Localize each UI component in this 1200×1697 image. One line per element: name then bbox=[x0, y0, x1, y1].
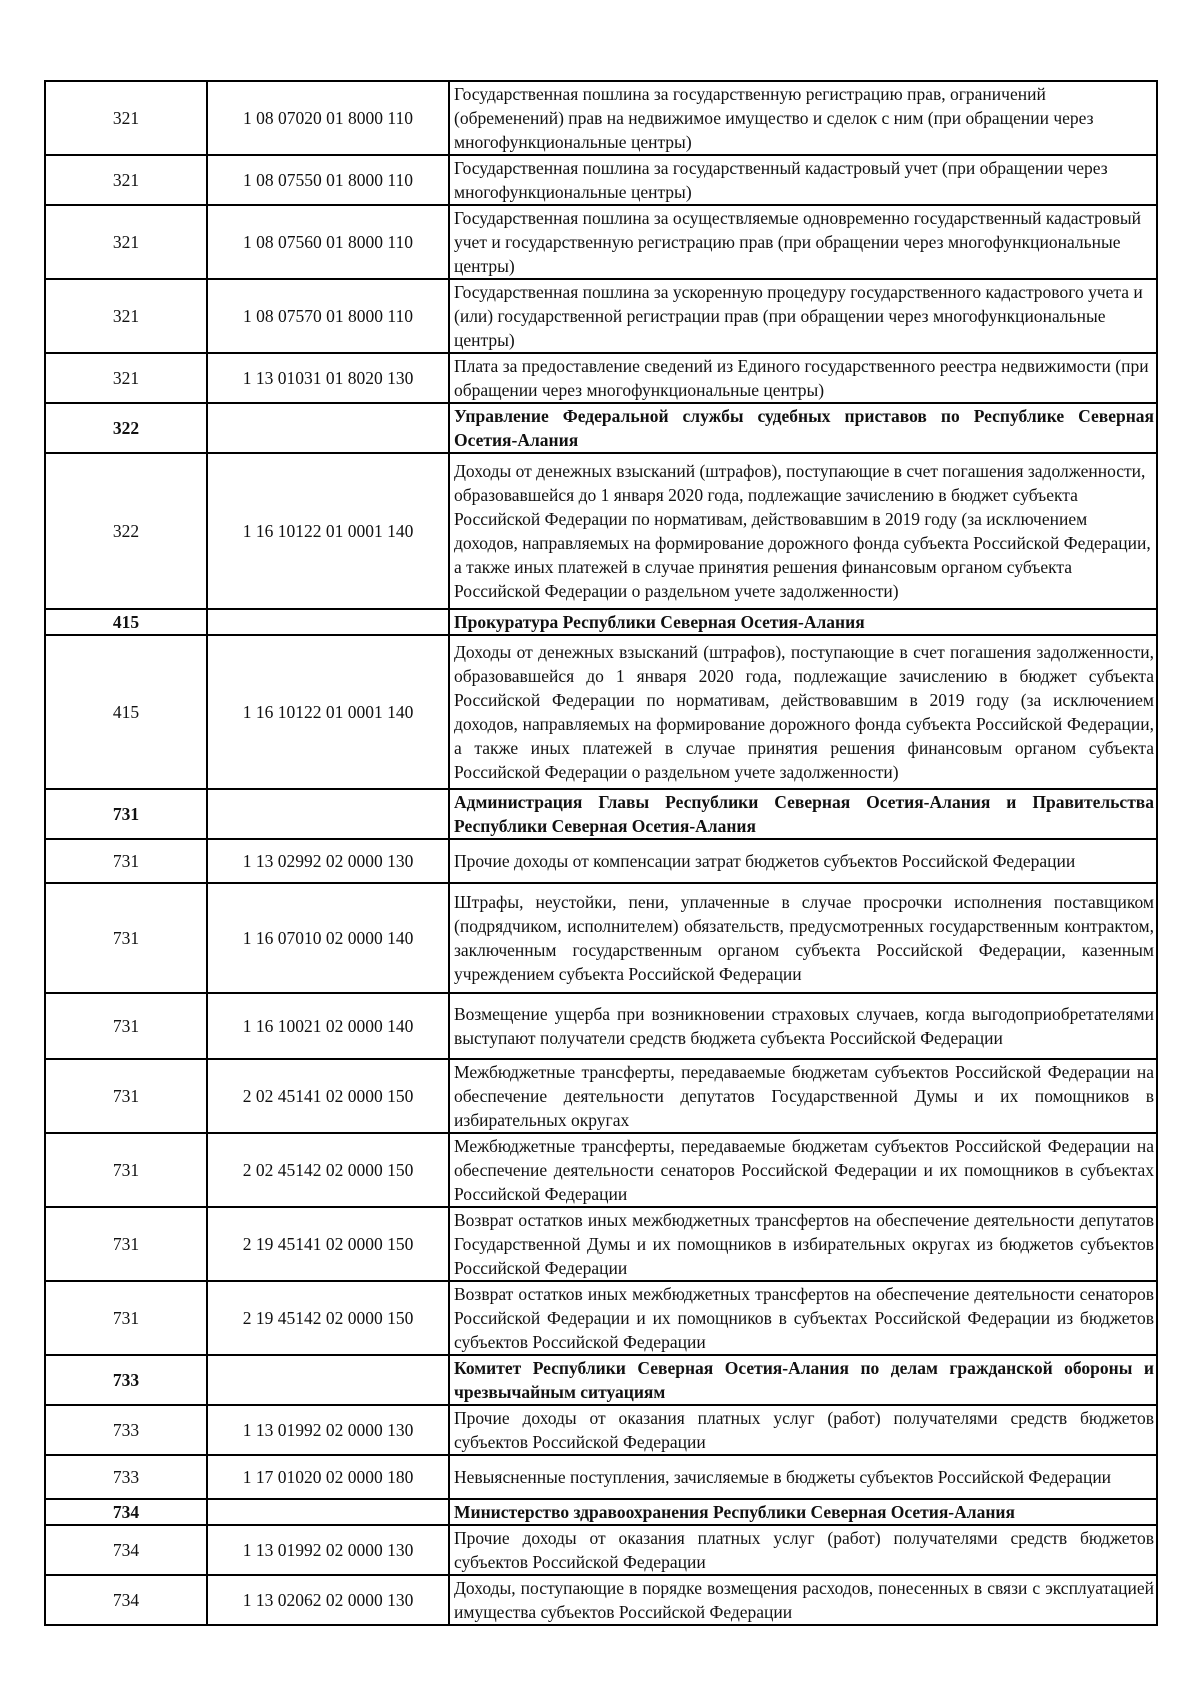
budget-code-cell: 1 13 02062 02 0000 130 bbox=[207, 1575, 449, 1625]
description-cell: Прочие доходы от оказания платных услуг (работ) получателями средств бюджетов субъектов Российской Федерации bbox=[449, 1405, 1157, 1455]
section-header-row bbox=[45, 1355, 1157, 1405]
description-cell: Возврат остатков иных межбюджетных трансфертов на обеспечение деятельности депутатов Государственной Думы и их помощников в избирательных округах из бюджетов субъектов Российской Федерации bbox=[449, 1207, 1157, 1281]
admin-code-cell: 321 bbox=[45, 353, 207, 403]
admin-code-cell: 733 bbox=[45, 1455, 207, 1499]
revenue-codes-table bbox=[44, 80, 1158, 1626]
table-row bbox=[45, 1575, 1157, 1625]
table-body bbox=[45, 81, 1157, 1625]
budget-code-cell: 2 02 45141 02 0000 150 bbox=[207, 1059, 449, 1133]
description-cell: Управление Федеральной службы судебных приставов по Республике Северная Осетия-Алания bbox=[449, 403, 1157, 453]
admin-code-cell: 731 bbox=[45, 789, 207, 839]
admin-code-cell: 734 bbox=[45, 1575, 207, 1625]
admin-code-cell: 731 bbox=[45, 1281, 207, 1355]
admin-code-cell: 731 bbox=[45, 1133, 207, 1207]
budget-code-cell bbox=[207, 609, 449, 635]
budget-code-cell: 2 19 45141 02 0000 150 bbox=[207, 1207, 449, 1281]
table-row bbox=[45, 279, 1157, 353]
admin-code-cell: 734 bbox=[45, 1499, 207, 1525]
description-cell: Комитет Республики Северная Осетия-Алания по делам гражданской обороны и чрезвычайным ситуациям bbox=[449, 1355, 1157, 1405]
description-cell: Прокуратура Республики Северная Осетия-Алания bbox=[449, 609, 1157, 635]
table-row bbox=[45, 1059, 1157, 1133]
table-row bbox=[45, 1405, 1157, 1455]
description-cell: Государственная пошлина за государственный кадастровый учет (при обращении через многофункциональные центры) bbox=[449, 155, 1157, 205]
budget-code-cell: 1 13 01992 02 0000 130 bbox=[207, 1405, 449, 1455]
budget-code-cell: 1 08 07570 01 8000 110 bbox=[207, 279, 449, 353]
description-cell: Штрафы, неустойки, пени, уплаченные в случае просрочки исполнения поставщиком (подрядчиком, исполнителем) обязательств, предусмотренных государственным контрактом, заключенным государственным органом субъекта Российской Федерации, казенным учреждением субъекта Российской Федерации bbox=[449, 883, 1157, 993]
budget-code-cell: 1 16 10122 01 0001 140 bbox=[207, 453, 449, 609]
admin-code-cell: 731 bbox=[45, 993, 207, 1059]
table-row bbox=[45, 993, 1157, 1059]
admin-code-cell: 321 bbox=[45, 205, 207, 279]
budget-code-cell bbox=[207, 403, 449, 453]
table-row bbox=[45, 81, 1157, 155]
table-row bbox=[45, 1133, 1157, 1207]
description-cell: Государственная пошлина за ускоренную процедуру государственного кадастрового учета и (или) государственной регистрации прав (при обращении через многофункциональные центры) bbox=[449, 279, 1157, 353]
description-cell: Возврат остатков иных межбюджетных трансфертов на обеспечение деятельности сенаторов Российской Федерации и их помощников в субъектах Российской Федерации из бюджетов субъектов Российской Федерации bbox=[449, 1281, 1157, 1355]
table-row bbox=[45, 1281, 1157, 1355]
table-row bbox=[45, 1207, 1157, 1281]
budget-code-cell: 1 16 07010 02 0000 140 bbox=[207, 883, 449, 993]
description-cell: Министерство здравоохранения Республики Северная Осетия-Алания bbox=[449, 1499, 1157, 1525]
table-row bbox=[45, 453, 1157, 609]
admin-code-cell: 415 bbox=[45, 609, 207, 635]
budget-code-cell bbox=[207, 789, 449, 839]
budget-code-cell: 1 13 01992 02 0000 130 bbox=[207, 1525, 449, 1575]
budget-code-cell: 1 16 10122 01 0001 140 bbox=[207, 635, 449, 789]
admin-code-cell: 321 bbox=[45, 279, 207, 353]
description-cell: Государственная пошлина за осуществляемые одновременно государственный кадастровый учет и государственную регистрацию прав (при обращении через многофункциональные центры) bbox=[449, 205, 1157, 279]
admin-code-cell: 731 bbox=[45, 839, 207, 883]
admin-code-cell: 734 bbox=[45, 1525, 207, 1575]
table-row bbox=[45, 353, 1157, 403]
admin-code-cell: 731 bbox=[45, 883, 207, 993]
description-cell: Доходы, поступающие в порядке возмещения расходов, понесенных в связи с эксплуатацией имущества субъектов Российской Федерации bbox=[449, 1575, 1157, 1625]
table-row bbox=[45, 1455, 1157, 1499]
document-page bbox=[44, 80, 1156, 1626]
description-cell: Доходы от денежных взысканий (штрафов), поступающие в счет погашения задолженности, образовавшейся до 1 января 2020 года, подлежащие зачислению в бюджет субъекта Российской Федерации по нормативам, действовавшим в 2019 году (за исключением доходов, направляемых на формирование дорожного фонда субъекта Российской Федерации, а также иных платежей в случае принятия решения финансовым органом субъекта Российской Федерации о раздельном учете задолженности) bbox=[449, 635, 1157, 789]
budget-code-cell: 1 13 02992 02 0000 130 bbox=[207, 839, 449, 883]
table-row bbox=[45, 635, 1157, 789]
admin-code-cell: 731 bbox=[45, 1207, 207, 1281]
admin-code-cell: 731 bbox=[45, 1059, 207, 1133]
section-header-row bbox=[45, 403, 1157, 453]
description-cell: Возмещение ущерба при возникновении страховых случаев, когда выгодоприобретателями выступают получатели средств бюджета субъекта Российской Федерации bbox=[449, 993, 1157, 1059]
description-cell: Плата за предоставление сведений из Единого государственного реестра недвижимости (при обращении через многофункциональные центры) bbox=[449, 353, 1157, 403]
admin-code-cell: 415 bbox=[45, 635, 207, 789]
description-cell: Межбюджетные трансферты, передаваемые бюджетам субъектов Российской Федерации на обеспечение деятельности депутатов Государственной Думы и их помощников в избирательных округах bbox=[449, 1059, 1157, 1133]
table-row bbox=[45, 839, 1157, 883]
description-cell: Межбюджетные трансферты, передаваемые бюджетам субъектов Российской Федерации на обеспечение деятельности сенаторов Российской Федерации и их помощников в субъектах Российской Федерации bbox=[449, 1133, 1157, 1207]
admin-code-cell: 322 bbox=[45, 403, 207, 453]
table-row bbox=[45, 883, 1157, 993]
budget-code-cell: 1 08 07550 01 8000 110 bbox=[207, 155, 449, 205]
description-cell: Государственная пошлина за государственную регистрацию прав, ограничений (обременений) прав на недвижимое имущество и сделок с ним (при обращении через многофункциональные центры) bbox=[449, 81, 1157, 155]
admin-code-cell: 321 bbox=[45, 81, 207, 155]
section-header-row bbox=[45, 789, 1157, 839]
budget-code-cell: 1 08 07020 01 8000 110 bbox=[207, 81, 449, 155]
table-row bbox=[45, 155, 1157, 205]
description-cell: Доходы от денежных взысканий (штрафов), поступающие в счет погашения задолженности, образовавшейся до 1 января 2020 года, подлежащие зачислению в бюджет субъекта Российской Федерации по нормативам, действовавшим в 2019 году (за исключением доходов, направляемых на формирование дорожного фонда субъекта Российской Федерации, а также иных платежей в случае принятия решения финансовым органом субъекта Российской Федерации о раздельном учете задолженности) bbox=[449, 453, 1157, 609]
description-cell: Невыясненные поступления, зачисляемые в бюджеты субъектов Российской Федерации bbox=[449, 1455, 1157, 1499]
admin-code-cell: 733 bbox=[45, 1355, 207, 1405]
section-header-row bbox=[45, 609, 1157, 635]
budget-code-cell: 1 17 01020 02 0000 180 bbox=[207, 1455, 449, 1499]
budget-code-cell: 1 16 10021 02 0000 140 bbox=[207, 993, 449, 1059]
budget-code-cell bbox=[207, 1355, 449, 1405]
description-cell: Прочие доходы от компенсации затрат бюджетов субъектов Российской Федерации bbox=[449, 839, 1157, 883]
table-row bbox=[45, 1525, 1157, 1575]
section-header-row bbox=[45, 1499, 1157, 1525]
admin-code-cell: 733 bbox=[45, 1405, 207, 1455]
budget-code-cell bbox=[207, 1499, 449, 1525]
budget-code-cell: 2 19 45142 02 0000 150 bbox=[207, 1281, 449, 1355]
budget-code-cell: 2 02 45142 02 0000 150 bbox=[207, 1133, 449, 1207]
budget-code-cell: 1 13 01031 01 8020 130 bbox=[207, 353, 449, 403]
budget-code-cell: 1 08 07560 01 8000 110 bbox=[207, 205, 449, 279]
description-cell: Администрация Главы Республики Северная Осетия-Алания и Правительства Республики Северная Осетия-Алания bbox=[449, 789, 1157, 839]
table-row bbox=[45, 205, 1157, 279]
admin-code-cell: 322 bbox=[45, 453, 207, 609]
description-cell: Прочие доходы от оказания платных услуг (работ) получателями средств бюджетов субъектов Российской Федерации bbox=[449, 1525, 1157, 1575]
admin-code-cell: 321 bbox=[45, 155, 207, 205]
